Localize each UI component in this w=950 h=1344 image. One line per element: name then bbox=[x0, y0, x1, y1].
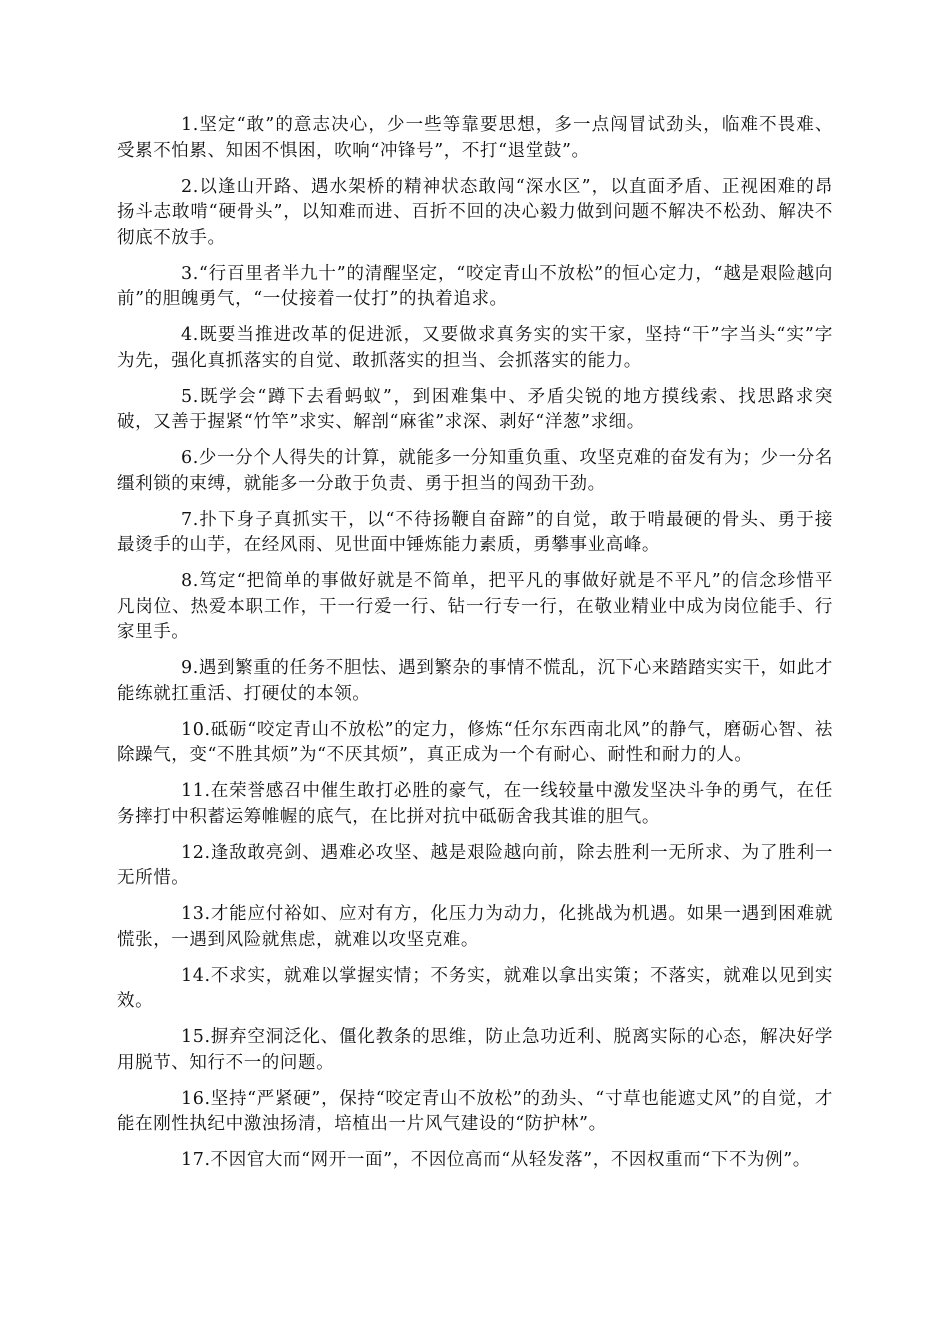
paragraph-2: 2.以逢山开路、遇水架桥的精神状态敢闯“深水区”，以直面矛盾、正视困难的昂扬斗志敢啃“硬骨头”，以知难而进、百折不回的决心毅力做到问题不解决不松劲、解决不彻底不放手。 bbox=[117, 176, 833, 248]
paragraph-16: 16.坚持“严紧硬”，保持“咬定青山不放松”的劲头、“寸草也能遮丈风”的自觉，才能在刚性执纪中激浊扬清，培植出一片风气建设的“防护林”。 bbox=[117, 1088, 833, 1134]
paragraph-12: 12.逢敌敢亮剑、遇难必攻坚、越是艰险越向前，除去胜利一无所求、为了胜利一无所惜。 bbox=[117, 842, 833, 888]
paragraph-10: 10.砥砺“咬定青山不放松”的定力，修炼“任尔东西南北风”的静气，磨砺心智、祛除躁气，变“不胜其烦”为“不厌其烦”，真正成为一个有耐心、耐性和耐力的人。 bbox=[117, 719, 833, 765]
paragraph-4: 4.既要当推进改革的促进派，又要做求真务实的实干家，坚持“干”字当头“实”字为先，强化真抓落实的自觉、敢抓落实的担当、会抓落实的能力。 bbox=[117, 325, 833, 371]
paragraph-15: 15.摒弃空洞泛化、僵化教条的思维，防止急功近利、脱离实际的心态，解决好学用脱节、知行不一的问题。 bbox=[117, 1027, 833, 1073]
paragraph-3: 3.“行百里者半九十”的清醒坚定，“咬定青山不放松”的恒心定力，“越是艰险越向前”的胆魄勇气，“一仗接着一仗打”的执着追求。 bbox=[117, 263, 833, 309]
paragraph-14: 14.不求实，就难以掌握实情；不务实，就难以拿出实策；不落实，就难以见到实效。 bbox=[117, 965, 833, 1011]
paragraph-17: 17.不因官大而“网开一面”，不因位高而“从轻发落”，不因权重而“下不为例”。 bbox=[181, 1150, 811, 1170]
document-body bbox=[117, 113, 833, 1184]
paragraph-7: 7.扑下身子真抓实干，以“不待扬鞭自奋蹄”的自觉，敢于啃最硬的骨头、勇于接最烫手的山芋，在经风雨、见世面中锤炼能力素质，勇攀事业高峰。 bbox=[117, 509, 833, 555]
paragraph-9: 9.遇到繁重的任务不胆怯、遇到繁杂的事情不慌乱，沉下心来踏踏实实干，如此才能练就扛重活、打硬仗的本领。 bbox=[117, 658, 833, 704]
paragraph-6: 6.少一分个人得失的计算，就能多一分知重负重、攻坚克难的奋发有为；少一分名缰利锁的束缚，就能多一分敢于负责、勇于担当的闯劲干劲。 bbox=[117, 448, 833, 494]
paragraph-5: 5.既学会“蹲下去看蚂蚁”，到困难集中、矛盾尖锐的地方摸线索、找思路求突破，又善于握紧“竹竿”求实、解剖“麻雀”求深、剥好“洋葱”求细。 bbox=[117, 386, 833, 432]
paragraph-1: 1.坚定“敢”的意志决心，少一些等靠要思想，多一点闯冒试劲头，临难不畏难、受累不怕累、知困不惧困，吹响“冲锋号”，不打“退堂鼓”。 bbox=[117, 115, 833, 161]
paragraph-8: 8.笃定“把简单的事做好就是不简单，把平凡的事做好就是不平凡”的信念珍惜平凡岗位、热爱本职工作，干一行爱一行、钻一行专一行，在敬业精业中成为岗位能手、行家里手。 bbox=[117, 571, 833, 642]
paragraph-13: 13.才能应付裕如、应对有方，化压力为动力，化挑战为机遇。如果一遇到困难就慌张，一遇到风险就焦虑，就难以攻坚克难。 bbox=[117, 904, 833, 950]
paragraph-11: 11.在荣誉感召中催生敢打必胜的豪气，在一线较量中激发坚决斗争的勇气，在任务摔打中积蓄运筹帷幄的底气，在比拼对抗中砥砺舍我其谁的胆气。 bbox=[117, 781, 833, 827]
